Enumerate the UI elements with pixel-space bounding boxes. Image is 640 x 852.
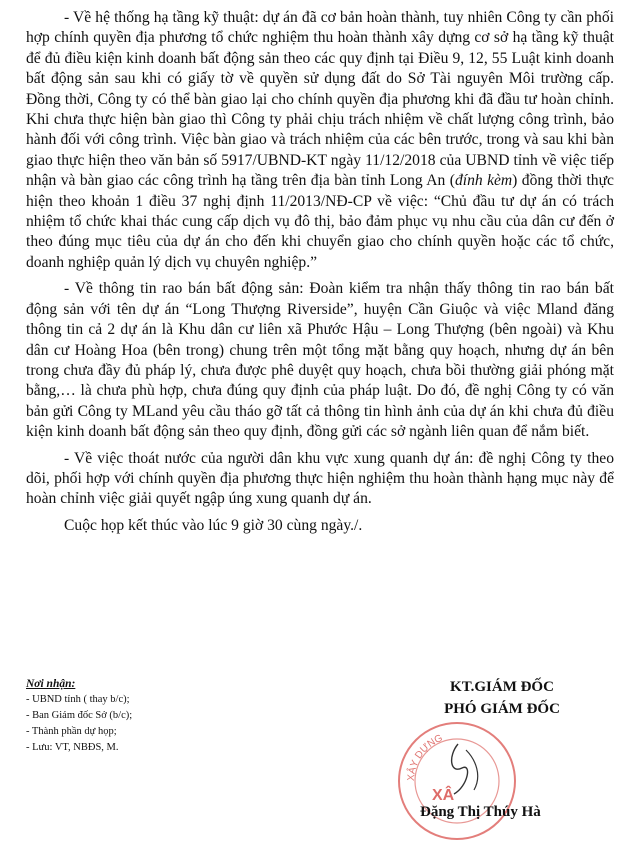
paragraph-drainage: - Về việc thoát nước của người dân khu vực xung quanh dự án: đề nghị Công ty theo dõi, phối hợp với chính quyền địa phương thực hiện nghiệm thu hoàn thành hạng mục này để hoàn chỉnh việc giải quyết ngập úng xung quanh dự án. [26,449,614,508]
italic-attached: đính kèm [454,172,513,190]
recipient-item: - Thành phần dự họp; [26,726,117,737]
signer-name: Đặng Thị Thúy Hà [420,804,541,820]
document-body [26,8,614,542]
signature-block [392,676,612,720]
recipients-block [26,676,286,756]
recipient-item: - Lưu: VT, NBĐS, M. [26,742,119,753]
paragraph-closing: Cuộc họp kết thúc vào lúc 9 giờ 30 cùng ngày./. [64,516,363,534]
signature-title-2: PHÓ GIÁM ĐỐC [444,701,560,717]
recipient-item: - Ban Giám đốc Sở (b/c); [26,710,133,721]
stamp-center-text: XÂ [432,787,455,804]
paragraph-infrastructure: - Về hệ thống hạ tầng kỹ thuật: dự án đã cơ bản hoàn thành, tuy nhiên Công ty cần phối hợp chính quyền địa phương tổ chức nghiệm thu hoàn thành xây dựng cơ sở hạ tầng kỹ thuật để đủ điều kiện kinh doanh bất động sản theo các quy định tại Điều 9, 12, 55 Luật kinh doanh bất động sản sau khi có giấy tờ về quyền sử dụng đất do Sở Tài nguyên Môi trường cấp. Đồng thời, Công ty có thể bàn giao lại cho chính quyền địa phương khi đã đầu tư hoàn chỉnh. Khi chưa thực hiện bàn giao thì Công ty phải chịu trách nhiệm về chất lượng công trình, bảo hành đối với công trình. Việc bàn giao và trách nhiệm của các bên trước, trong và sau khi bàn giao thực hiện theo văn bản số 5917/UBND-KT ngày 11/12/2018 của UBND tỉnh về việc tiếp nhận và bàn giao các công trình hạ tầng trên địa bàn tỉnh Long An (đính kèm) đồng thời thực hiện theo khoản 1 điều 37 nghị định 11/2013/NĐ-CP về việc: “Chủ đầu tư dự án có trách nhiệm tổ chức khai thác cung cấp dịch vụ đô thị, bảo đảm phục vụ nhu cầu của dân cư đến ở theo đúng mục tiêu của dự án cho đến khi chuyển giao cho chính quyền hoặc các tổ chức, doanh nghiệp quản lý dịch vụ chuyên nghiệp.” [26,9,614,271]
recipients-title: Nơi nhận: [26,678,76,690]
recipient-item: - UBND tỉnh ( thay b/c); [26,694,130,705]
svg-text:XÂY DỰNG [405,733,445,782]
official-stamp [392,716,522,846]
paragraph-real-estate-info: - Về thông tin rao bán bất động sản: Đoàn kiểm tra nhận thấy thông tin rao bán bất động sản với tên dự án “Long Thượng Riverside”, huyện Cần Giuộc và việc Mland đăng thông tin cả 2 dự án là Khu dân cư liên xã Phước Hậu – Long Thượng (bên ngoài) và Khu dân cư Hoàng Hoa (bên trong) chung trên một tổng mặt bằng quy hoạch, nhưng dự án bên trong chưa đầy đủ pháp lý, chưa được phê duyệt quy hoạch, chưa bồi thường giải phóng mặt bằng,… là chưa phù hợp, chưa đúng quy định của pháp luật. Do đó, đề nghị Công ty có văn bản gửi Công ty MLand yêu cầu tháo gỡ tất cả thông tin hình ảnh của dự án khi chưa đủ điều kiện kinh doanh bất động sản theo quy định, đồng gửi các sở ngành liên quan để nắm biết. [26,280,614,441]
signature-title-1: KT.GIÁM ĐỐC [450,679,554,695]
stamp-arc-text: XÂY DỰNG [405,732,445,782]
